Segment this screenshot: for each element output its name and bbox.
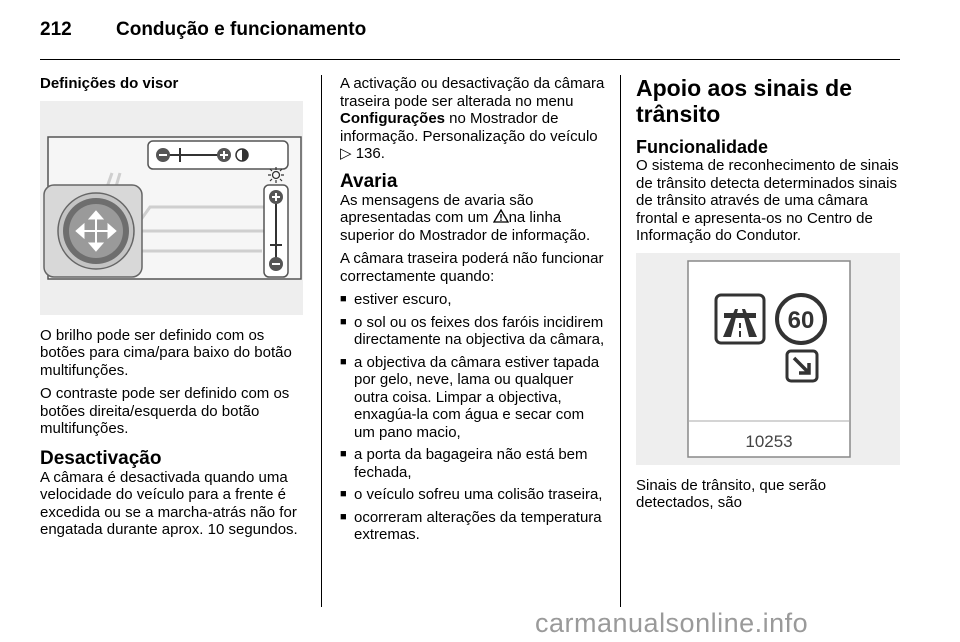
column-1 [40,75,306,545]
list-item: ■ ocorreram alterações da temperatura extremas. [340,508,602,543]
section-heading: Definições do visor [40,75,179,92]
fault-heading: Avaria [340,170,398,192]
multifunction-button-icon [44,185,142,277]
conditions-list [340,291,606,544]
page-reference-arrow-icon: ▷ [340,145,352,162]
speed-limit-value: 60 [787,306,815,334]
list-item: ■ estiver escuro, [340,291,452,308]
section-title: Apoio aos sinais de trânsito [636,75,852,127]
column-3 [636,75,900,518]
column-divider [321,75,322,607]
slider-bar [148,141,288,169]
function-text: O sistema de reconhecimento de sinais de trânsito detecta determinados sinais de trânsito através de uma câmara frontal e apresenta-os no Centro de Informação do Condutor. [636,157,899,244]
speed-limit-sign-icon [777,295,825,343]
vertical-slider [264,185,288,277]
deactivation-heading: Desactivação [40,447,162,469]
motorway-sign-icon [716,295,764,343]
keep-right-sign-icon [787,351,817,381]
watermark: carmanualsonline.info [535,608,809,638]
column-2 [340,75,606,549]
activation-text: A activação ou desactivação da câmara traseira pode ser alterada no menu Configurações no Mostrador de informação. Personalização do veículo ▷ 136. [340,75,605,162]
conditions-intro: A câmara traseira poderá não funcionar correctamente quando: [340,250,604,285]
header-rule [40,59,900,60]
contrast-text: O contraste pode ser definido com os botões direita/esquerda do botão multifunções. [40,385,290,437]
deactivation-text: A câmara é desactivada quando uma velocidade do veículo para a frente é excedida ou se a marcha-atrás não for engatada durante aprox. 10 segundos. [40,468,298,538]
list-item: ■ o veículo sofreu uma colisão traseira, [340,486,603,503]
function-heading: Funcionalidade [636,137,769,157]
brightness-text: O brilho pode ser definido com os botões para cima/para baixo do botão multifunções. [40,326,292,379]
traffic-sign-display-figure [636,253,900,465]
odometer-value: 10253 [745,431,793,451]
column-divider [620,75,621,607]
list-item: ■ a porta da bagageira não está bem fechada, [340,446,588,481]
list-item: ■ o sol ou os feixes dos faróis incidirem directamente na objectiva da câmara, [340,313,605,348]
list-item: ■ a objectiva da câmara estiver tapada por gelo, neve, lama ou qualquer outra coisa. Limpar a objectiva, enxagúa-la com água e secar com um pano macio, [340,353,600,441]
fault-text: As mensagens de avaria são apresentadas com um na linha superior do Mostrador de informação. [340,191,591,244]
signs-text: Sinais de trânsito, que serão detectados, são [636,476,827,511]
display-settings-figure [40,101,303,315]
chapter-title: Condução e funcionamento [116,19,367,40]
warning-triangle-icon [493,209,509,223]
page-number: 212 [40,19,72,40]
